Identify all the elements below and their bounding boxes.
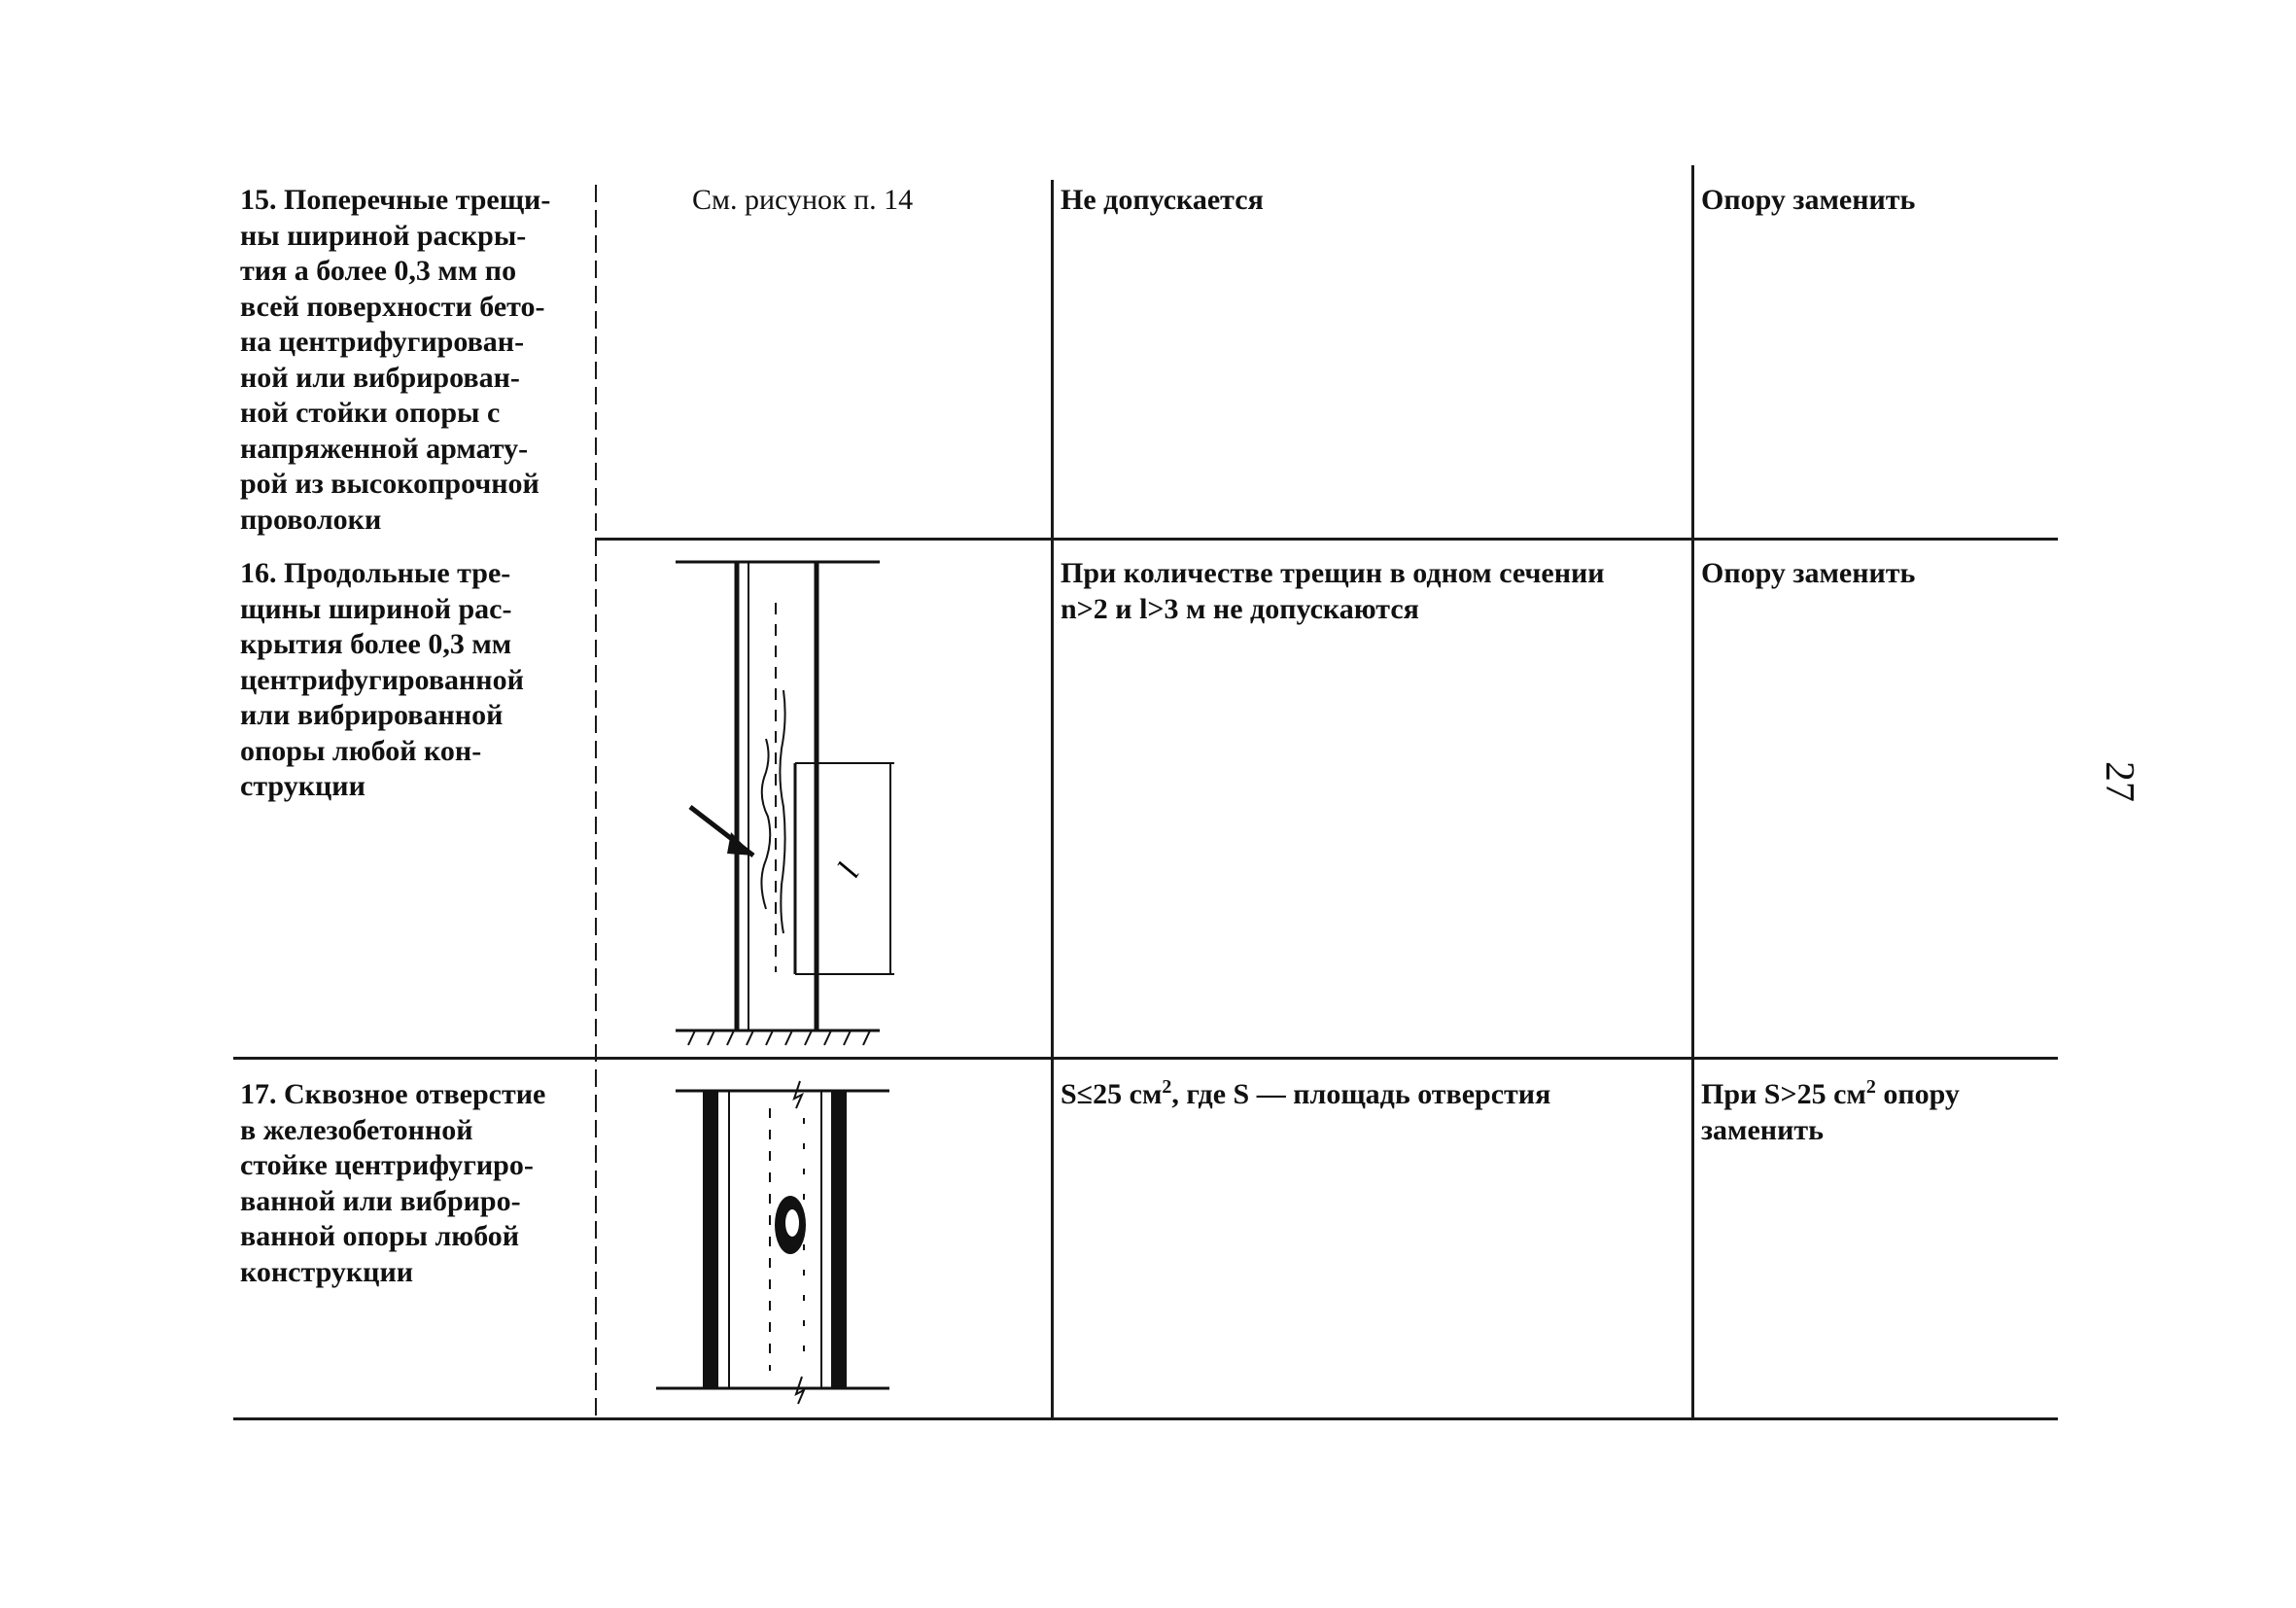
row-15-action: Опору заменить	[1701, 184, 1916, 216]
row-17-defect: 17. Сквозное отверстие в железобетонной стойке центрифугиро- ванной или вибриро- ванной опоры любой конструкции	[240, 1078, 546, 1288]
row-17-action-sup: 2	[1865, 1076, 1876, 1098]
page-number: 27	[2097, 761, 2141, 802]
row-17-limit-sup: 2	[1162, 1076, 1172, 1098]
row-17-action-suffix: опору заменить	[1701, 1078, 1960, 1146]
row-16-action: Опору заменить	[1701, 557, 1916, 589]
row-15-limit: Не допускается	[1061, 184, 1264, 216]
row-16-defect: 16. Продольные тре- щины шириной рас- крытия более 0,3 мм центрифугированной или вибрированной опоры любой кон- струкции	[240, 557, 524, 802]
row-17-limit	[1061, 1077, 1683, 1113]
column-divider-3	[1691, 165, 1694, 1419]
column-divider-1	[595, 185, 597, 1419]
column-divider-2	[1051, 180, 1054, 1419]
row-17-limit-suffix: , где S — площадь отверстия	[1171, 1078, 1551, 1110]
table-bottom-rule	[233, 1417, 2058, 1420]
row-divider-1	[595, 538, 2058, 541]
row-divider-2	[233, 1057, 2058, 1060]
row-15-defect: 15. Поперечные трещи- ны шириной раскры- тия a более 0,3 мм по всей поверхности бето- на центрифугирован- ной или вибрирован- ной стойки опоры с напряженной армату- рой из высокопрочной проволоки	[240, 184, 551, 536]
row-17-limit-prefix: S≤25 см	[1061, 1078, 1163, 1110]
longitudinal-crack-figure	[661, 544, 894, 1050]
crack-length-label: l	[830, 857, 867, 884]
row-17-action-prefix: При S>25 см	[1701, 1078, 1866, 1110]
row-17-action	[1701, 1077, 2051, 1148]
row-16-limit: При количестве трещин в одном сечении n>2 и l>3 м не допускаются	[1061, 557, 1605, 625]
through-hole-figure	[646, 1079, 899, 1410]
row-15-figure-ref: См. рисунок п. 14	[692, 184, 914, 216]
